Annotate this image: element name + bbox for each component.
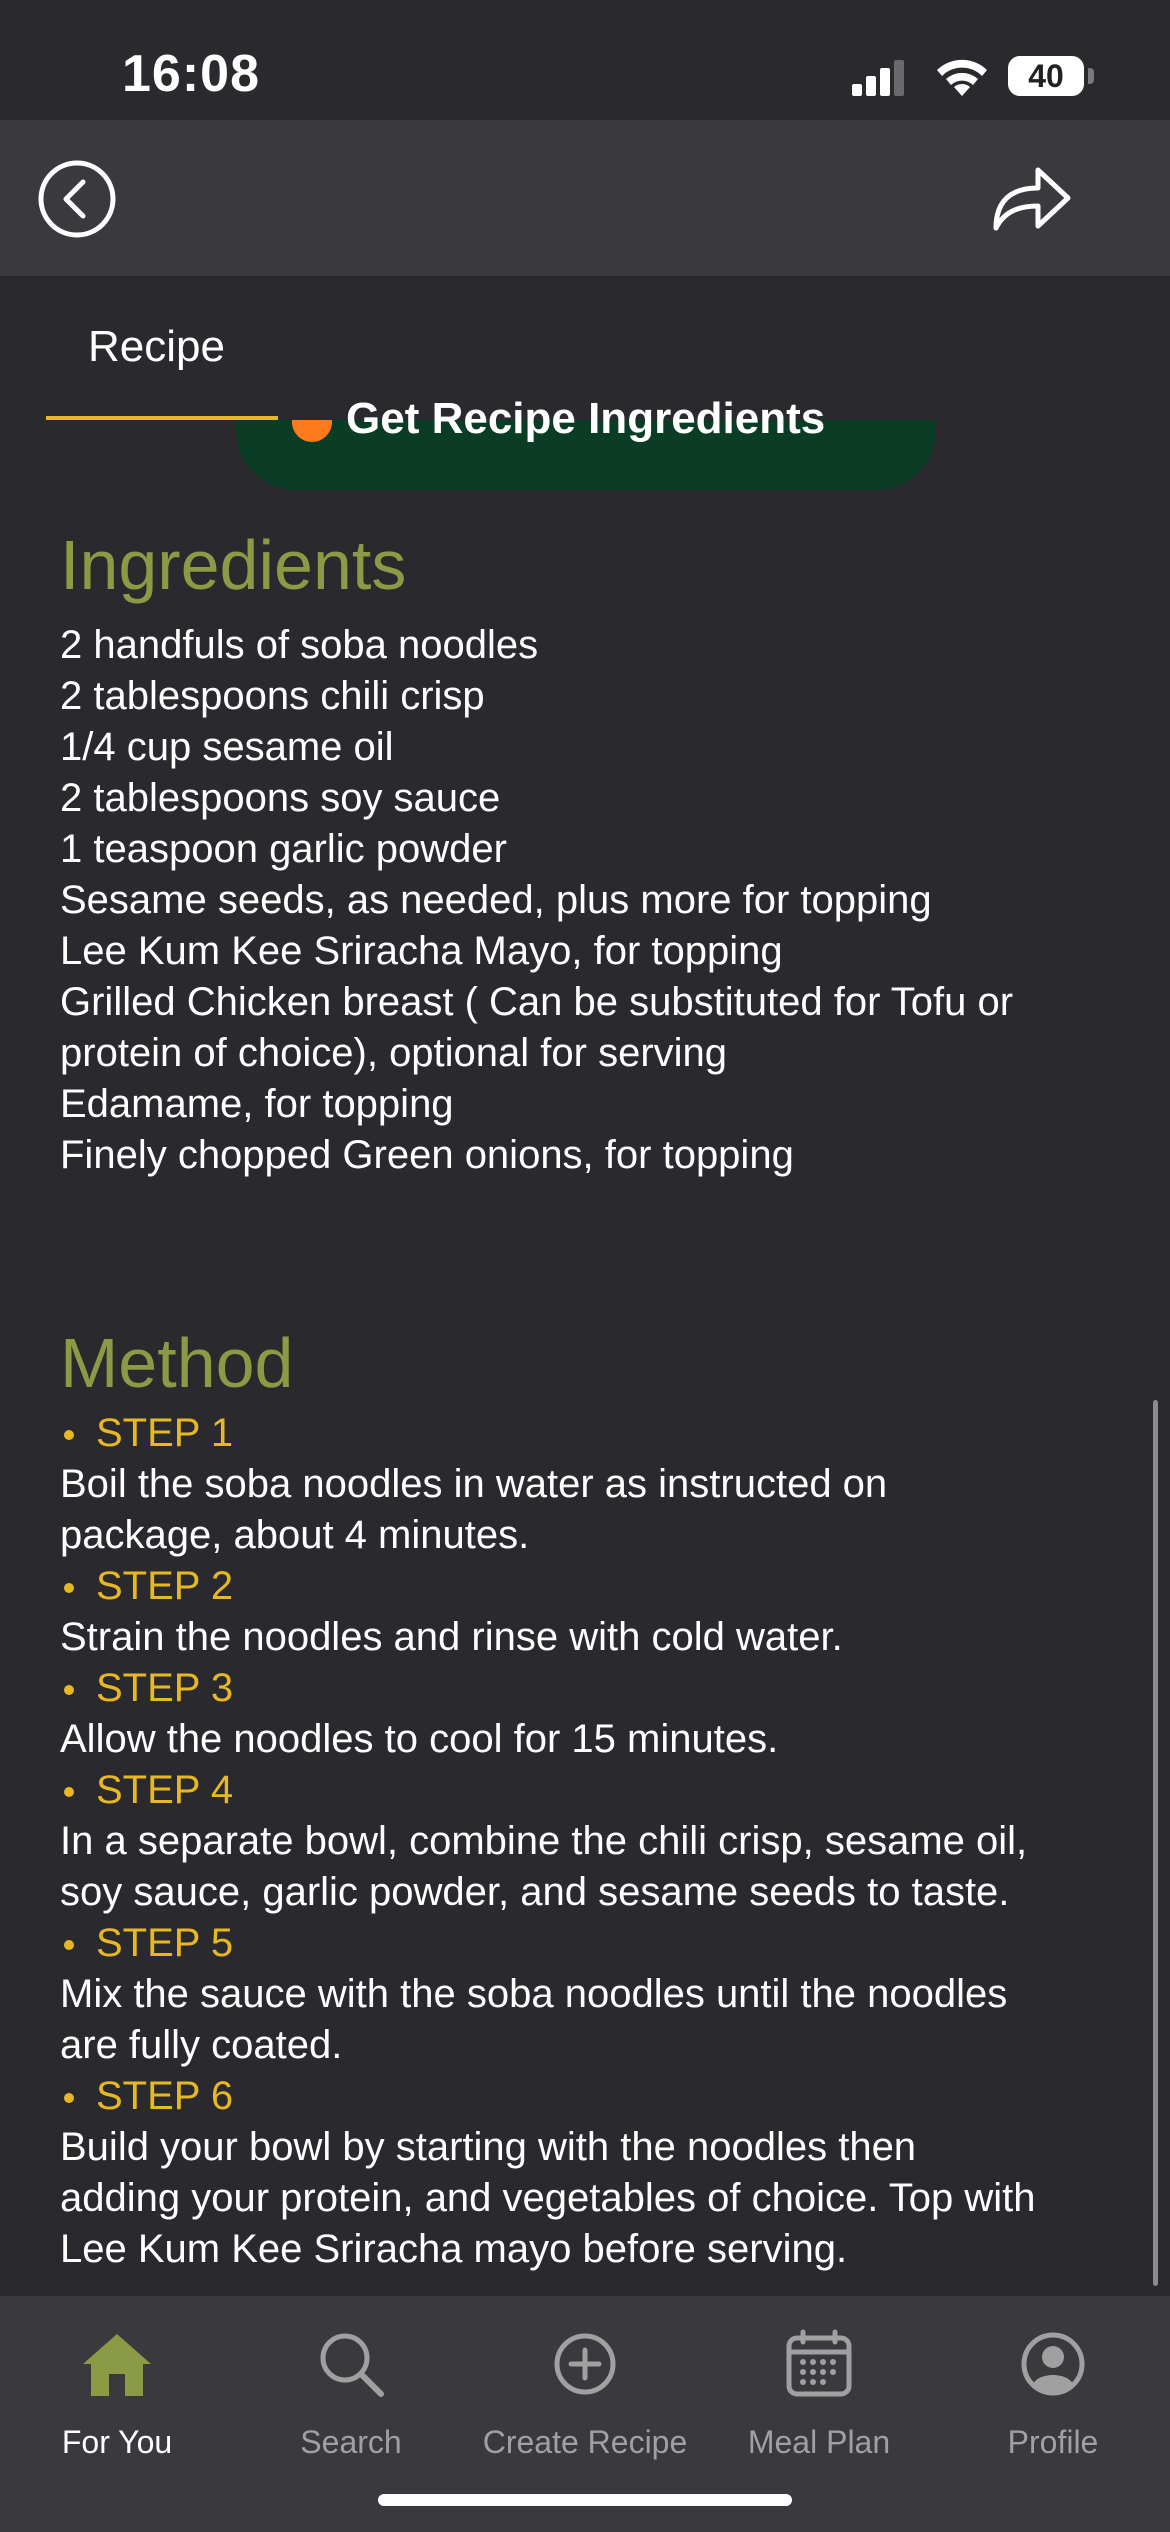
back-button[interactable]: [38, 160, 116, 238]
nav-profile[interactable]: [936, 2314, 1170, 2460]
nav-create-recipe[interactable]: [468, 2314, 702, 2460]
step-label-text: STEP 2: [96, 1564, 234, 1608]
ingredients-section: [60, 520, 1140, 1181]
bullet-icon: [64, 1583, 74, 1593]
step-text: are fully coated.: [60, 2023, 343, 2067]
status-time: 16:08: [122, 45, 260, 103]
scroll-indicator[interactable]: [1153, 1400, 1158, 2286]
bullet-icon: [64, 1430, 74, 1440]
method-title: Method: [60, 1324, 294, 1402]
status-bar: [0, 0, 1170, 120]
nav-search-label: Search: [300, 2424, 402, 2460]
step-text: Build your bowl by starting with the noodles then: [60, 2125, 917, 2169]
step-label-text: STEP 1: [96, 1411, 234, 1455]
nav-for-you[interactable]: [0, 2314, 234, 2460]
get-recipe-ingredients-label: Get Recipe Ingredients: [346, 394, 826, 443]
get-recipe-ingredients-button[interactable]: [236, 394, 936, 490]
tab-recipe-label: Recipe: [88, 322, 225, 371]
carrot-icon: [292, 420, 332, 442]
nav-search[interactable]: [234, 2314, 468, 2460]
battery-tip: [1088, 68, 1094, 84]
step-label: [60, 1561, 1140, 1612]
nav-meal-plan-label: Meal Plan: [747, 2424, 891, 2460]
step-text: Mix the sauce with the soba noodles until the noodles: [60, 1972, 1008, 2016]
cellular-signal-icon: [850, 58, 912, 98]
ingredient-line: 2 tablespoons soy sauce: [60, 776, 501, 820]
ingredient-line: protein of choice), optional for serving: [60, 1031, 728, 1075]
ingredients-list: [60, 620, 1140, 1181]
step-label: [60, 1663, 1140, 1714]
share-button[interactable]: [990, 160, 1072, 234]
step-label-text: STEP 6: [96, 2074, 234, 2118]
method-section: [60, 1318, 1140, 2275]
step-text: Lee Kum Kee Sriracha mayo before serving.: [60, 2227, 848, 2271]
battery-level: 40: [1028, 58, 1064, 94]
step-label: [60, 1408, 1140, 1459]
home-indicator[interactable]: [378, 2494, 792, 2506]
step-label-text: STEP 3: [96, 1666, 234, 1710]
step-text: Allow the noodles to cool for 15 minutes.: [60, 1717, 779, 1761]
ingredient-line: Edamame, for topping: [60, 1082, 454, 1126]
step-text: package, about 4 minutes.: [60, 1513, 530, 1557]
nav-create-recipe-label: Create Recipe: [482, 2424, 688, 2460]
ingredient-line: 1 teaspoon garlic powder: [60, 827, 507, 871]
bullet-icon: [64, 1940, 74, 1950]
ingredient-line: 2 tablespoons chili crisp: [60, 674, 485, 718]
step-label: [60, 1918, 1140, 1969]
ingredient-line: Lee Kum Kee Sriracha Mayo, for topping: [60, 929, 783, 973]
tab-recipe[interactable]: [46, 276, 278, 420]
nav-for-you-label: For You: [61, 2424, 173, 2460]
nav-meal-plan[interactable]: [702, 2314, 936, 2460]
step-label-text: STEP 5: [96, 1921, 234, 1965]
step-label: [60, 2071, 1140, 2122]
ingredient-line: 1/4 cup sesame oil: [60, 725, 394, 769]
profile-icon: [1017, 2328, 1089, 2400]
navigation-bar: [0, 120, 1170, 276]
step-text: In a separate bowl, combine the chili crisp, sesame oil,: [60, 1819, 1028, 1863]
step-label: [60, 1765, 1140, 1816]
step-text: Strain the noodles and rinse with cold water.: [60, 1615, 843, 1659]
step-label-text: STEP 4: [96, 1768, 234, 1812]
bullet-icon: [64, 2093, 74, 2103]
bullet-icon: [64, 1685, 74, 1695]
step-text: soy sauce, garlic powder, and sesame seeds to taste.: [60, 1870, 1010, 1914]
ingredient-line: Grilled Chicken breast ( Can be substituted for Tofu or: [60, 980, 1014, 1024]
ingredients-title: Ingredients: [60, 526, 407, 604]
plus-circle-icon: [549, 2328, 621, 2400]
ingredient-line: Finely chopped Green onions, for topping: [60, 1133, 794, 1177]
step-text: Boil the soba noodles in water as instructed on: [60, 1462, 888, 1506]
wifi-icon: [934, 56, 990, 98]
step-text: adding your protein, and vegetables of choice. Top with: [60, 2176, 1036, 2220]
calendar-icon: [783, 2328, 855, 2400]
search-icon: [315, 2328, 387, 2400]
ingredient-line: 2 handfuls of soba noodles: [60, 623, 539, 667]
battery-icon: [1008, 56, 1084, 96]
nav-profile-label: Profile: [1007, 2424, 1099, 2460]
ingredient-line: Sesame seeds, as needed, plus more for topping: [60, 878, 932, 922]
bullet-icon: [64, 1787, 74, 1797]
home-icon: [81, 2328, 153, 2400]
